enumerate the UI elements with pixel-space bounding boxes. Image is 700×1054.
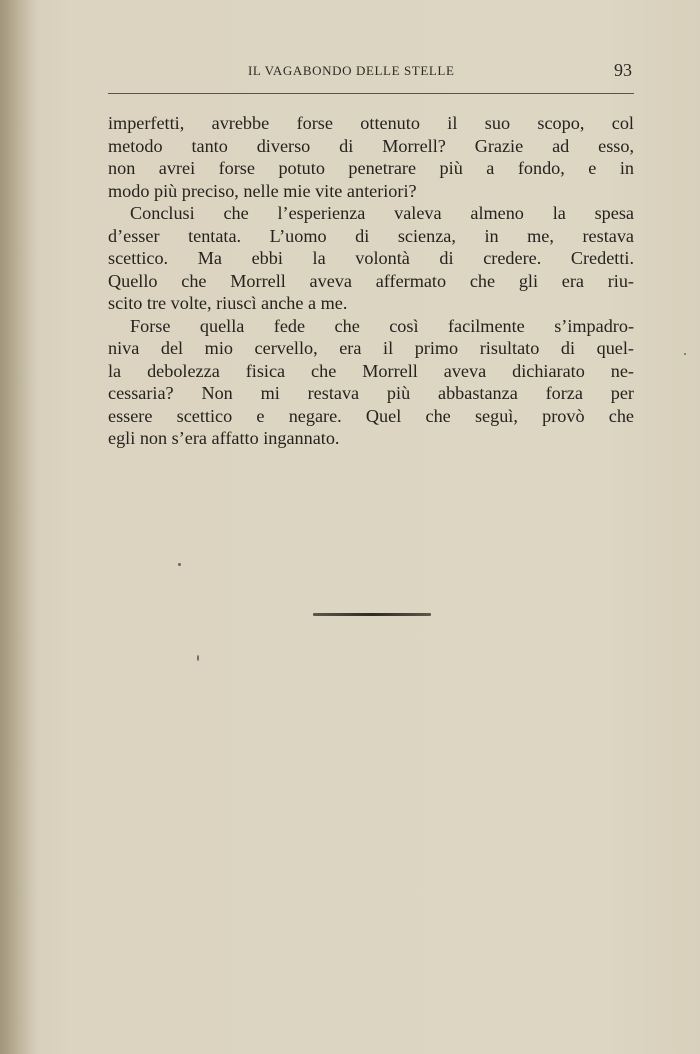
text-line: Forse quella fede che così facilmente s’impadro- [130,315,634,336]
end-ornament-rule [313,613,431,616]
text-line: d’esser tentata. L’uomo di scienza, in me, restava [108,225,634,246]
running-title: IL VAGABONDO DELLE STELLE [248,63,455,78]
text-line: Conclusi che l’esperienza valeva almeno la spesa [130,203,634,223]
header-rule [108,93,634,94]
text-line: scito tre volte, riuscì anche a me. [108,293,348,313]
paper-speck [197,655,199,661]
text-line: cessaria? Non mi restava più abbastanza forza per [108,383,634,403]
text-line: modo più preciso, nelle mie vite anteriori? [108,180,417,201]
text-line: niva del mio cervello, era il primo risultato di quel- [108,338,634,358]
page-number: 93 [614,60,632,80]
text-line: imperfetti, avrebbe forse ottenuto il suo scopo, col [108,113,634,133]
running-head [108,60,634,86]
gutter-shadow [0,0,38,1054]
body-text [108,112,634,450]
paper-speck [684,353,686,355]
text-line: Quello che Morrell aveva affermato che gli era riu- [108,270,634,291]
text-line: la debolezza fisica che Morrell aveva dichiarato ne- [108,360,634,381]
text-line: non avrei forse potuto penetrare più a fondo, e in [108,158,634,178]
text-line: scettico. Ma ebbi la volontà di credere. Credetti. [108,248,634,268]
text-line: metodo tanto diverso di Morrell? Grazie ad esso, [108,135,634,156]
text-line: essere scettico e negare. Quel che seguì, provò che [108,405,634,426]
text-line: egli non s’era affatto ingannato. [108,428,340,448]
paper-speck [178,563,181,566]
